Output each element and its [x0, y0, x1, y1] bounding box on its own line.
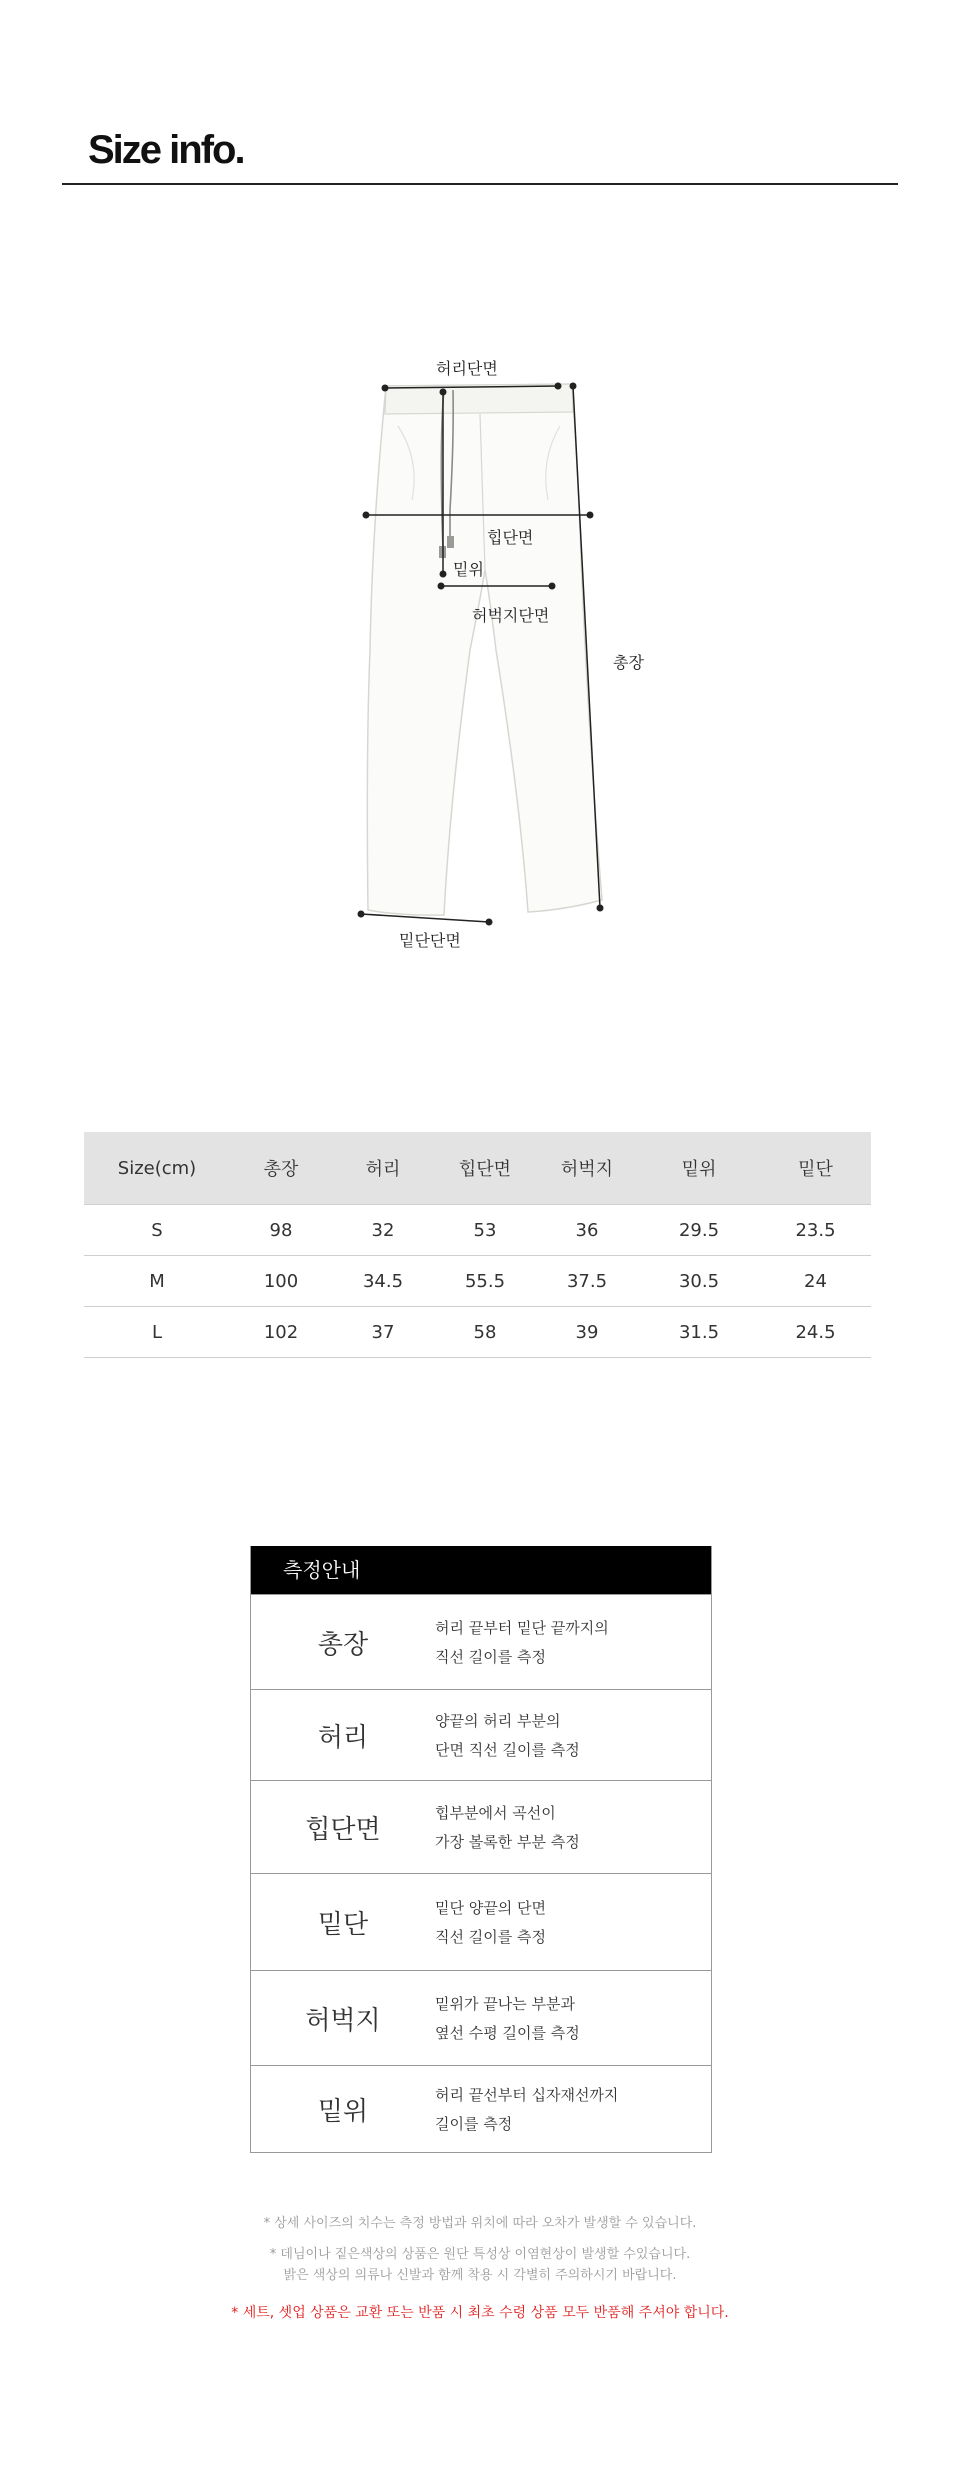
size-table	[84, 1132, 871, 1358]
table-cell: M	[84, 1256, 230, 1307]
column-header: 힙단면	[434, 1132, 536, 1205]
pants-diagram	[340, 350, 644, 960]
measurement-guide	[250, 1546, 712, 2153]
guide-desc-line: 허리 끝부터 밑단 끝까지의	[435, 1619, 609, 1637]
table-cell: 100	[230, 1256, 332, 1307]
table-cell: 53	[434, 1205, 536, 1256]
guide-term: 총장	[317, 1629, 369, 1660]
table-cell: L	[84, 1307, 230, 1358]
table-row	[84, 1256, 871, 1307]
table-cell: 55.5	[434, 1256, 536, 1307]
guide-row-rise	[251, 2065, 711, 2152]
table-header-row	[84, 1132, 871, 1205]
table-cell: 31.5	[638, 1307, 760, 1358]
table-cell: 30.5	[638, 1256, 760, 1307]
label-waist: 허리단면	[436, 359, 498, 378]
guide-desc-line: 밑단 양끝의 단면	[435, 1899, 546, 1917]
column-header: 허리	[332, 1132, 434, 1205]
guide-desc-line: 직선 길이를 측정	[435, 1928, 546, 1946]
guide-desc-line: 단면 직선 길이를 측정	[435, 1741, 580, 1759]
table-cell: 29.5	[638, 1205, 760, 1256]
guide-row-thigh	[251, 1970, 711, 2065]
table-cell: 102	[230, 1307, 332, 1358]
guide-desc-line: 직선 길이를 측정	[435, 1648, 546, 1666]
table-cell: 32	[332, 1205, 434, 1256]
guide-term: 힙단면	[305, 1814, 381, 1845]
guide-description	[435, 1797, 711, 1857]
column-header: 밑단	[760, 1132, 871, 1205]
guide-term: 밑위	[317, 2096, 369, 2127]
guide-row-hip	[251, 1780, 711, 1873]
note-dye	[0, 2244, 960, 2286]
table-cell: 37	[332, 1307, 434, 1358]
guide-desc-line: 밑위가 끝나는 부분과	[435, 1995, 575, 2013]
note-text: 밝은 색상의 의류나 신발과 함께 착용 시 각별히 주의하시기 바랍니다.	[283, 2268, 677, 2283]
guide-title: 측정안내	[251, 1546, 711, 1594]
note-set-return	[0, 2303, 960, 2324]
label-length: 총장	[613, 653, 644, 672]
label-rise: 밑위	[453, 560, 484, 579]
page-title: Size info.	[88, 128, 244, 172]
title-divider	[62, 183, 898, 185]
table-cell: 23.5	[760, 1205, 871, 1256]
guide-description	[435, 1612, 711, 1672]
guide-row-waist	[251, 1689, 711, 1780]
column-header: 허벅지	[536, 1132, 638, 1205]
guide-term: 허벅지	[305, 2005, 381, 2036]
guide-description	[435, 1988, 711, 2048]
guide-desc-line: 양끝의 허리 부분의	[435, 1712, 561, 1730]
guide-desc-line: 길이를 측정	[435, 2115, 513, 2133]
column-header: 밑위	[638, 1132, 760, 1205]
table-row	[84, 1205, 871, 1256]
pants-illustration	[340, 350, 640, 960]
guide-description	[435, 1892, 711, 1952]
guide-row-hem	[251, 1873, 711, 1970]
note-measurement	[0, 2213, 960, 2234]
table-cell: 36	[536, 1205, 638, 1256]
table-cell: S	[84, 1205, 230, 1256]
table-cell: 24.5	[760, 1307, 871, 1358]
table-cell: 37.5	[536, 1256, 638, 1307]
note-text: * 세트, 셋업 상품은 교환 또는 반품 시 최초 수령 상품 모두 반품해 주셔야 합니다.	[231, 2305, 729, 2321]
guide-desc-line: 옆선 수평 길이를 측정	[435, 2024, 580, 2042]
table-cell: 34.5	[332, 1256, 434, 1307]
table-cell: 24	[760, 1256, 871, 1307]
guide-term: 밑단	[317, 1909, 369, 1940]
column-header: 총장	[230, 1132, 332, 1205]
guide-desc-line: 힙부분에서 곡선이	[435, 1804, 556, 1822]
guide-description	[435, 2079, 711, 2139]
label-thigh: 허벅지단면	[472, 606, 550, 625]
guide-row-length	[251, 1594, 711, 1689]
column-header: Size(cm)	[84, 1132, 230, 1205]
guide-description	[435, 1705, 711, 1765]
guide-desc-line: 허리 끝선부터 십자재선까지	[435, 2086, 619, 2104]
table-cell: 98	[230, 1205, 332, 1256]
guide-term: 허리	[317, 1722, 369, 1753]
note-text: * 데님이나 짙은색상의 상품은 원단 특성상 이염현상이 발생할 수있습니다.	[269, 2247, 691, 2262]
table-cell: 39	[536, 1307, 638, 1358]
table-cell: 58	[434, 1307, 536, 1358]
table-row	[84, 1307, 871, 1358]
note-text: * 상세 사이즈의 치수는 측정 방법과 위치에 따라 오차가 발생할 수 있습니다.	[263, 2216, 697, 2231]
label-hem: 밑단단면	[399, 931, 461, 950]
guide-desc-line: 가장 볼록한 부분 측정	[435, 1833, 580, 1851]
label-hip: 힙단면	[487, 528, 534, 547]
